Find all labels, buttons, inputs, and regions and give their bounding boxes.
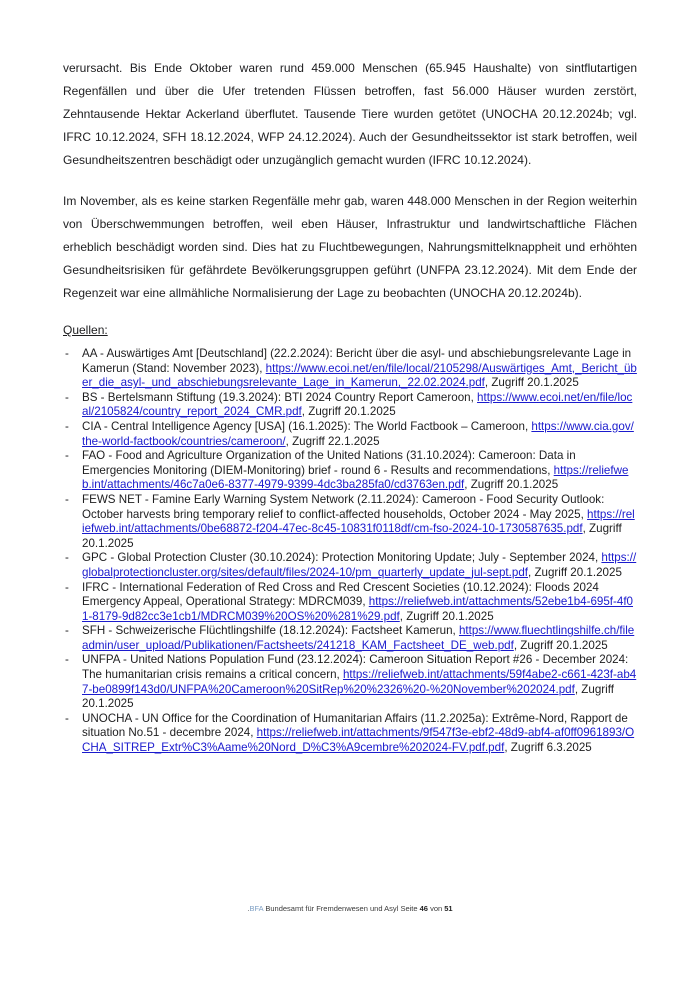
bullet-dash: - — [65, 419, 69, 433]
source-link[interactable]: https://www.ecoi.net/en/file/local/2105298/Auswärtiges_Amt,_Bericht_über_die_asyl-_und_abschiebungsrelevante_Lage_in_Kamerun,_22.02.2024.pdf — [82, 361, 637, 390]
bullet-dash: - — [65, 492, 69, 506]
source-link[interactable]: https://reliefweb.int/attachments/59f4abe2-c661-423f-ab47-be0899f143d0/UNFPA%20Cameroon%20SitRep%20%2326%20-%20November%202024.pdf — [82, 668, 637, 696]
source-item — [63, 391, 637, 420]
bullet-dash: - — [65, 711, 69, 725]
source-text: BS - Bertelsmann Stiftung (19.3.2024): BTI 2024 Country Report Cameroon, — [82, 390, 478, 404]
source-link[interactable]: https://www.ecoi.net/en/file/local/2105824/country_report_2024_CMR.pdf — [82, 390, 633, 419]
source-item — [63, 347, 637, 391]
source-text: CIA - Central Intelligence Agency [USA] (16.1.2025): The World Factbook – Cameroon, — [82, 419, 532, 433]
footer-page-label: Seite — [400, 904, 418, 913]
source-link[interactable]: https://reliefweb.int/attachments/0be68872-f204-47ec-8c45-10831f0118df/cm-fso-2024-10-1730587635.pdf — [82, 507, 635, 536]
source-text: , Zugriff 22.1.2025 — [285, 434, 380, 448]
source-text: UNFPA - United Nations Population Fund (23.12.2024): Cameroon Situation Report #26 - December 2024: The humanitarian crisis remains a critical concern, — [82, 653, 629, 682]
source-item — [63, 551, 637, 580]
bullet-dash: - — [65, 624, 69, 638]
footer-page-current: 46 — [419, 904, 428, 913]
source-text: , Zugriff 20.1.2025 — [82, 682, 614, 711]
bfa-logo-dot: . — [247, 904, 250, 913]
bullet-dash: - — [65, 551, 69, 565]
source-link[interactable]: https://reliefweb.int/attachments/9f547f3e-ebf2-48d9-abf4-af0ff0961893/OCHA_SITREP_Extr%C3%Aame%20Nord_D%C3%A9cembre%202024-FV.pdf.pdf — [82, 726, 635, 755]
source-text: FAO - Food and Agriculture Organization of the United Nations (31.10.2024): Cameroon: Data in Emergencies Monitoring (DIEM-Monitoring) brief - round 6 - Results and recommendations, — [82, 449, 576, 477]
page-footer — [0, 904, 700, 914]
source-text: , Zugriff 20.1.2025 — [513, 638, 608, 652]
sources-heading: Quellen: — [63, 323, 108, 337]
bullet-dash: - — [65, 449, 69, 463]
source-item — [63, 493, 637, 551]
source-item — [63, 581, 637, 625]
source-text: UNOCHA - UN Office for the Coordination of Humanitarian Affairs (11.2.2025a): Extrême-Nord, Rapport de situation No.51 - decembre 2024, — [82, 711, 628, 740]
sources-list — [63, 347, 637, 756]
source-text: , Zugriff 20.1.2025 — [399, 609, 494, 623]
paragraph-october-floods: verursacht. Bis Ende Oktober waren rund 459.000 Menschen (65.945 Haushalte) von sintflutartigen Regenfällen und über die Ufer tretenden Flüssen betroffen, fast 56.000 Häuser wurden zerstört, Zehntausende Hektar Ackerland überflutet. Tausende Tiere wurden getötet (UNOCHA 20.12.2024b; vgl. IFRC 10.12.2024, SFH 18.12.2024, WFP 24.12.2024). Auch der Gesundheitssektor ist stark betroffen, weil Gesundheitszentren beschädigt oder unzugänglich gemacht wurden (IFRC 10.12.2024). — [63, 61, 637, 167]
footer-org-name: Bundesamt für Fremdenwesen und Asyl — [265, 904, 399, 913]
source-link[interactable]: https://globalprotectioncluster.org/sites/default/files/2024-10/pm_quarterly_update_jul-sept.pdf — [82, 551, 637, 579]
footer-page-separator: von — [430, 904, 443, 913]
source-text: , Zugriff 20.1.2025 — [484, 376, 579, 390]
source-item — [63, 420, 637, 449]
source-item — [63, 449, 637, 493]
source-link[interactable]: https://www.fluechtlingshilfe.ch/fileadmin/user_upload/Publikationen/Factsheets/241218_KAM_Factsheet_DE_web.pdf — [82, 624, 635, 652]
source-text: AA - Auswärtiges Amt [Deutschland] (22.2.2024): Bericht über die asyl- und abschiebungsrelevante Lage in Kamerun (Stand: November 2023), — [82, 347, 632, 375]
source-text: GPC - Global Protection Cluster (30.10.2024): Protection Monitoring Update; July - September 2024, — [82, 551, 602, 565]
source-link[interactable]: https://reliefweb.int/attachments/52ebe1b4-695f-4f01-8179-9d82cc3e1cb1/MDRCM039%20OS%20%281%29.pdf — [82, 595, 634, 623]
source-text: , Zugriff 20.1.2025 — [528, 565, 622, 579]
source-text: , Zugriff 20.1.2025 — [464, 478, 559, 492]
bullet-dash: - — [65, 580, 69, 594]
source-text: , Zugriff 20.1.2025 — [301, 405, 396, 419]
bullet-dash: - — [65, 390, 69, 404]
source-link[interactable]: https://www.cia.gov/the-world-factbook/countries/cameroon/ — [82, 419, 634, 448]
source-text: SFH - Schweizerische Flüchtlingshilfe (18.12.2024): Factsheet Kamerun, — [82, 624, 459, 638]
bullet-dash: - — [65, 347, 69, 360]
bfa-logo: BFA — [249, 904, 264, 913]
source-text: FEWS NET - Famine Early Warning System Network (2.11.2024): Cameroon - Food Security Outlook: October harvests bring temporary relief to conflict-affected households, October 2024 - May 2025, — [82, 492, 605, 521]
source-item — [63, 653, 637, 711]
page-content — [63, 57, 637, 756]
source-link[interactable]: https://reliefweb.int/attachments/46c7a0e6-8377-4979-9399-4dc3ba285fa0/cd3763en.pdf — [82, 463, 629, 492]
footer-page-total: 51 — [444, 904, 453, 913]
source-item — [63, 624, 637, 653]
bullet-dash: - — [65, 653, 69, 667]
paragraph-november-situation: Im November, als es keine starken Regenfälle mehr gab, waren 448.000 Menschen in der Region weiterhin von Überschwemmungen betroffen, weil eben Häuser, Infrastruktur und landwirtschaftliche Flächen erheblich beschädigt worden sind. Dies hat zu Fluchtbewegungen, Nahrungsmittelknappheit und erhöhten Gesundheitsrisiken für gefährdete Bevölkerungsgruppen geführt (UNFPA 23.12.2024). Mit dem Ende der Regenzeit war eine allmähliche Normalisierung der Lage zu beobachten (UNOCHA 20.12.2024b). — [63, 194, 637, 300]
source-item — [63, 712, 637, 756]
source-text: , Zugriff 20.1.2025 — [82, 522, 622, 550]
source-text: IFRC - International Federation of Red Cross and Red Crescent Societies (10.12.2024): Floods 2024 Emergency Appeal, Operational Strategy: MDRCM039, — [82, 580, 599, 609]
source-text: , Zugriff 6.3.2025 — [504, 741, 592, 755]
